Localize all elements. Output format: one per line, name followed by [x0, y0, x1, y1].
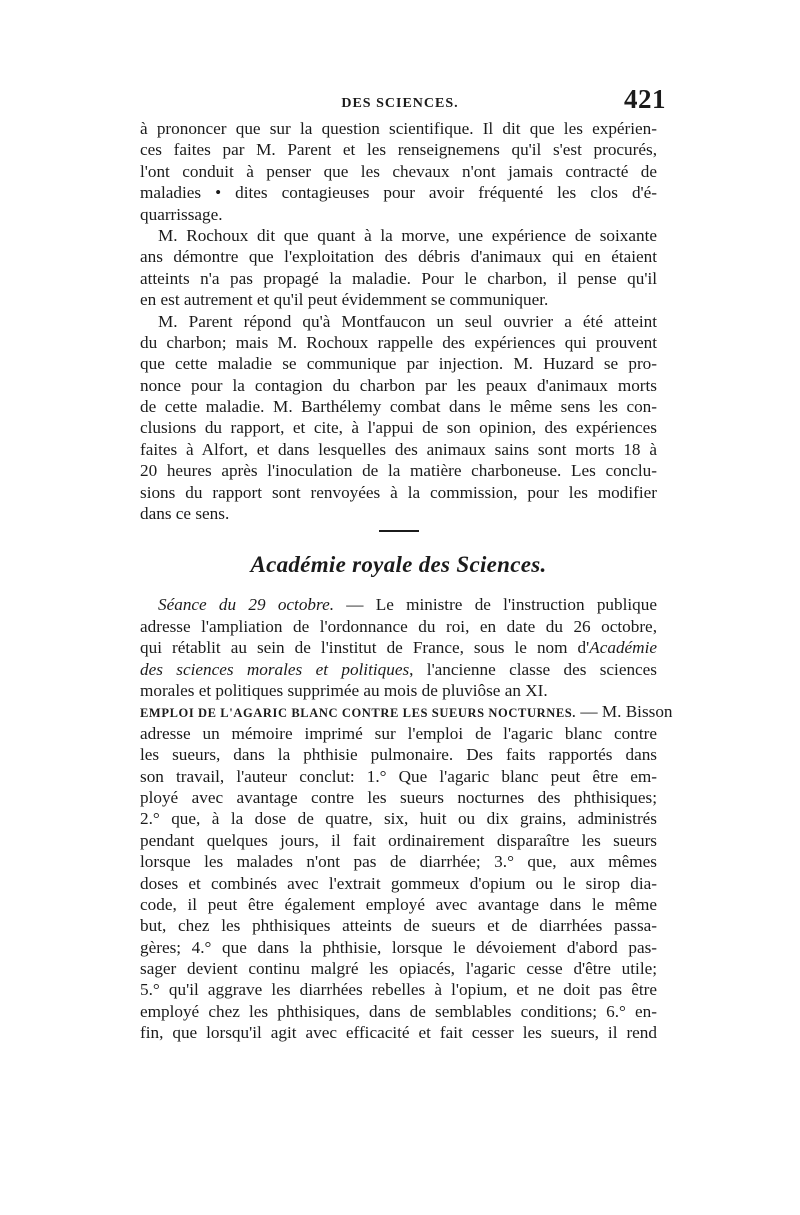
- text-line: [140, 659, 657, 680]
- text-line: M. Rochoux dit que quant à la morve, une expérience de soixante: [158, 225, 657, 245]
- section-title: Académie royale des Sciences.: [250, 552, 547, 578]
- text-line: nonce pour la contagion du charbon par les peaux d'animaux morts: [140, 375, 657, 395]
- text-line: à prononcer que sur la question scientifique. Il dit que les expérien-: [140, 119, 657, 138]
- text-line: sions du rapport sont renvoyées à la commission, pour les modifier: [140, 482, 657, 502]
- text-span: — M. Bisson: [576, 702, 673, 722]
- paragraph-heading: EMPLOI DE L'AGARIC BLANC CONTRE LES SUEURS NOCTURNES.: [140, 706, 577, 721]
- text-line: du charbon; mais M. Rochoux rappelle des expériences qui prouvent: [140, 332, 657, 352]
- italic-span: Académie: [589, 638, 657, 658]
- text-line: son travail, l'auteur conclut: 1.° Que l'agaric blanc peut être em-: [140, 766, 657, 786]
- text-line: faites à Alfort, et dans lesquelles des animaux sains sont morts 18 à: [140, 439, 657, 459]
- text-line: doses et combinés avec l'extrait gommeux d'opium ou le sirop dia-: [140, 873, 657, 893]
- text-line: but, chez les phthisiques atteints de sueurs et de diarrhées passa-: [140, 916, 657, 936]
- text-line: maladies • dites contagieuses pour avoir fréquenté les clos d'é-: [140, 183, 657, 203]
- text-line: atteints n'a pas propagé la maladie. Pour le charbon, il pense qu'il: [140, 268, 657, 288]
- text-line: que cette maladie se communique par injection. M. Huzard se pro-: [140, 354, 657, 374]
- text-line: [140, 637, 657, 658]
- italic-span: des sciences morales et politiques: [140, 659, 410, 679]
- session-date: Séance du 29 octobre.: [158, 595, 334, 615]
- text-line: 20 heures après l'inoculation de la matière charboneuse. Les conclu-: [140, 461, 657, 481]
- text-line: [140, 594, 657, 615]
- text-line: M. Parent répond qu'à Montfaucon un seul ouvrier a été atteint: [158, 311, 657, 331]
- text-line: adresse un mémoire imprimé sur l'emploi de l'agaric blanc contre: [140, 723, 657, 743]
- text-line: 5.° qu'il aggrave les diarrhées rebelles à l'opium, et ne doit pas être: [140, 980, 657, 1000]
- running-head: DES SCIENCES.: [341, 96, 459, 111]
- text-line: [140, 701, 673, 722]
- body-text: [140, 118, 673, 1044]
- text-line: en est autrement et qu'il peut évidemment se communiquer.: [140, 290, 549, 310]
- text-line: ans démontre que l'exploitation des débris d'animaux qui en étaient: [140, 247, 657, 267]
- text-line: sager devient continu malgré les opiacés, l'agaric cesse d'être utile;: [140, 959, 657, 979]
- text-line: ployé avec avantage contre les sueurs nocturnes des phthisiques;: [140, 787, 657, 807]
- text-line: ces faites par M. Parent et les renseignemens qu'il s'est procurés,: [140, 140, 657, 160]
- page-number: 421: [624, 84, 666, 114]
- text-line: les sueurs, dans la phthisie pulmonaire. Des faits rapportés dans: [140, 745, 657, 765]
- text-span: — Le ministre de l'instruction publique: [334, 595, 657, 615]
- text-line: l'ont conduit à penser que les chevaux n'ont jamais contracté de: [140, 161, 657, 181]
- section-divider: [379, 530, 419, 532]
- text-line: dans ce sens.: [140, 504, 230, 524]
- text-line: morales et politiques supprimée au mois de pluviôse an XI.: [140, 680, 548, 700]
- text-line: clusions du rapport, et cite, à l'appui de son opinion, des expériences: [140, 418, 657, 438]
- text-line: code, il peut être également employé avec avantage dans le même: [140, 894, 657, 914]
- text-line: quarrissage.: [140, 204, 223, 224]
- text-line: employé chez les phthisiques, dans de semblables conditions; 6.° en-: [140, 1001, 657, 1021]
- text-span: , l'ancienne classe des sciences: [409, 659, 657, 679]
- text-line: lorsque les malades n'ont pas de diarrhée; 3.° que, aux mêmes: [140, 852, 657, 872]
- text-line: adresse l'ampliation de l'ordonnance du roi, en date du 26 octobre,: [140, 616, 657, 636]
- text-line: pendant quelques jours, il fait ordinairement disparaître les sueurs: [140, 830, 657, 850]
- text-line: 2.° que, à la dose de quatre, six, huit ou dix grains, administrés: [140, 809, 657, 829]
- text-line: gères; 4.° que dans la phthisie, lorsque le dévoiement d'abord pas-: [140, 937, 657, 957]
- text-line: de cette maladie. M. Barthélemy combat dans le même sens les con-: [140, 397, 657, 417]
- text-span: qui rétablit au sein de l'institut de France, sous le nom d': [140, 638, 590, 658]
- text-line: fin, que lorsqu'il agit avec efficacité et fait cesser les sueurs, il rend: [140, 1023, 657, 1043]
